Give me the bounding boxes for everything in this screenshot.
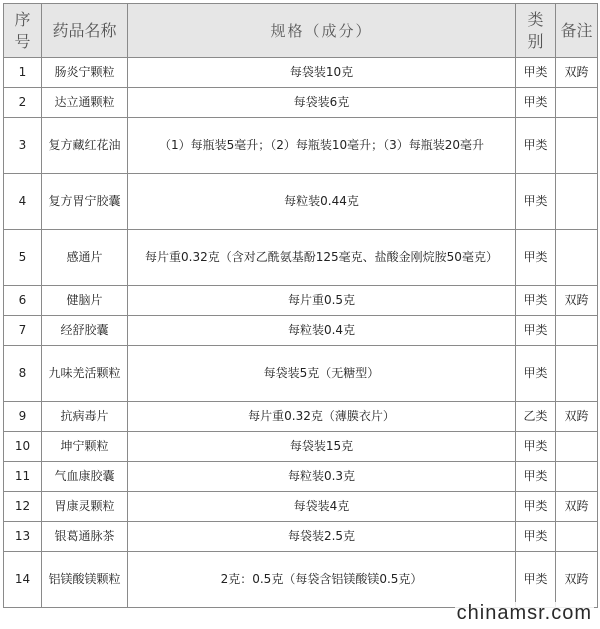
cell-category: 甲类 <box>516 552 556 608</box>
cell-name: 复方藏红花油 <box>42 118 128 174</box>
table-row <box>4 462 598 492</box>
cell-name: 健脑片 <box>42 286 128 316</box>
cell-category: 甲类 <box>516 58 556 88</box>
cell-spec: 每袋装15克 <box>128 432 516 462</box>
cell-category: 甲类 <box>516 88 556 118</box>
cell-category: 甲类 <box>516 462 556 492</box>
cell-remark <box>556 462 598 492</box>
cell-name: 铝镁酸镁颗粒 <box>42 552 128 608</box>
cell-name: 胃康灵颗粒 <box>42 492 128 522</box>
cell-remark <box>556 316 598 346</box>
cell-no: 3 <box>4 118 42 174</box>
site-watermark: chinamsr.com <box>456 602 592 624</box>
header-no: 序号 <box>4 4 42 58</box>
cell-no: 13 <box>4 522 42 552</box>
cell-spec: 每片重0.32克（含对乙酰氨基酚125毫克、盐酸金刚烷胺50毫克） <box>128 230 516 286</box>
cell-spec: 每袋装6克 <box>128 88 516 118</box>
cell-name: 抗病毒片 <box>42 402 128 432</box>
cell-category: 甲类 <box>516 174 556 230</box>
cell-spec: 每片重0.32克（薄膜衣片） <box>128 402 516 432</box>
table-row <box>4 118 598 174</box>
cell-no: 8 <box>4 346 42 402</box>
cell-spec: 每袋装4克 <box>128 492 516 522</box>
table-row <box>4 174 598 230</box>
cell-remark <box>556 522 598 552</box>
cell-category: 乙类 <box>516 402 556 432</box>
cell-remark: 双跨 <box>556 286 598 316</box>
table-row <box>4 402 598 432</box>
cell-no: 5 <box>4 230 42 286</box>
cell-spec: 每粒装0.44克 <box>128 174 516 230</box>
cell-remark <box>556 118 598 174</box>
cell-name: 九味羌活颗粒 <box>42 346 128 402</box>
table-row <box>4 552 598 608</box>
cell-name: 达立通颗粒 <box>42 88 128 118</box>
cell-category: 甲类 <box>516 432 556 462</box>
cell-name: 坤宁颗粒 <box>42 432 128 462</box>
cell-spec: 每袋装2.5克 <box>128 522 516 552</box>
cell-remark: 双跨 <box>556 402 598 432</box>
table-row <box>4 432 598 462</box>
cell-no: 14 <box>4 552 42 608</box>
cell-remark <box>556 88 598 118</box>
drug-table <box>3 3 598 608</box>
header-category: 类别 <box>516 4 556 58</box>
cell-name: 气血康胶囊 <box>42 462 128 492</box>
cell-remark: 双跨 <box>556 552 598 608</box>
cell-remark: 双跨 <box>556 492 598 522</box>
table-row <box>4 346 598 402</box>
cell-no: 4 <box>4 174 42 230</box>
cell-name: 感通片 <box>42 230 128 286</box>
cell-no: 11 <box>4 462 42 492</box>
cell-no: 1 <box>4 58 42 88</box>
cell-category: 甲类 <box>516 230 556 286</box>
cell-no: 6 <box>4 286 42 316</box>
table-row <box>4 88 598 118</box>
table-row <box>4 58 598 88</box>
table-row <box>4 316 598 346</box>
cell-category: 甲类 <box>516 286 556 316</box>
cell-remark <box>556 174 598 230</box>
cell-name: 银葛通脉茶 <box>42 522 128 552</box>
cell-remark <box>556 346 598 402</box>
cell-remark: 双跨 <box>556 58 598 88</box>
cell-category: 甲类 <box>516 118 556 174</box>
cell-no: 12 <box>4 492 42 522</box>
cell-category: 甲类 <box>516 316 556 346</box>
header-row <box>4 4 598 58</box>
cell-no: 10 <box>4 432 42 462</box>
table-row <box>4 286 598 316</box>
header-spec: 规格（成分） <box>128 4 516 58</box>
cell-spec: （1）每瓶装5毫升；（2）每瓶装10毫升；（3）每瓶装20毫升 <box>128 118 516 174</box>
cell-name: 经舒胶囊 <box>42 316 128 346</box>
cell-no: 2 <box>4 88 42 118</box>
cell-remark <box>556 432 598 462</box>
table-row <box>4 230 598 286</box>
cell-no: 7 <box>4 316 42 346</box>
cell-spec: 2克：0.5克（每袋含铝镁酸镁0.5克） <box>128 552 516 608</box>
cell-spec: 每袋装10克 <box>128 58 516 88</box>
cell-name: 肠炎宁颗粒 <box>42 58 128 88</box>
cell-spec: 每粒装0.4克 <box>128 316 516 346</box>
header-name: 药品名称 <box>42 4 128 58</box>
cell-no: 9 <box>4 402 42 432</box>
cell-remark <box>556 230 598 286</box>
cell-spec: 每片重0.5克 <box>128 286 516 316</box>
table-row <box>4 522 598 552</box>
header-remark: 备注 <box>556 4 598 58</box>
cell-category: 甲类 <box>516 522 556 552</box>
cell-spec: 每袋装5克（无糖型） <box>128 346 516 402</box>
cell-name: 复方胃宁胶囊 <box>42 174 128 230</box>
table-row <box>4 492 598 522</box>
cell-spec: 每粒装0.3克 <box>128 462 516 492</box>
cell-category: 甲类 <box>516 492 556 522</box>
cell-category: 甲类 <box>516 346 556 402</box>
